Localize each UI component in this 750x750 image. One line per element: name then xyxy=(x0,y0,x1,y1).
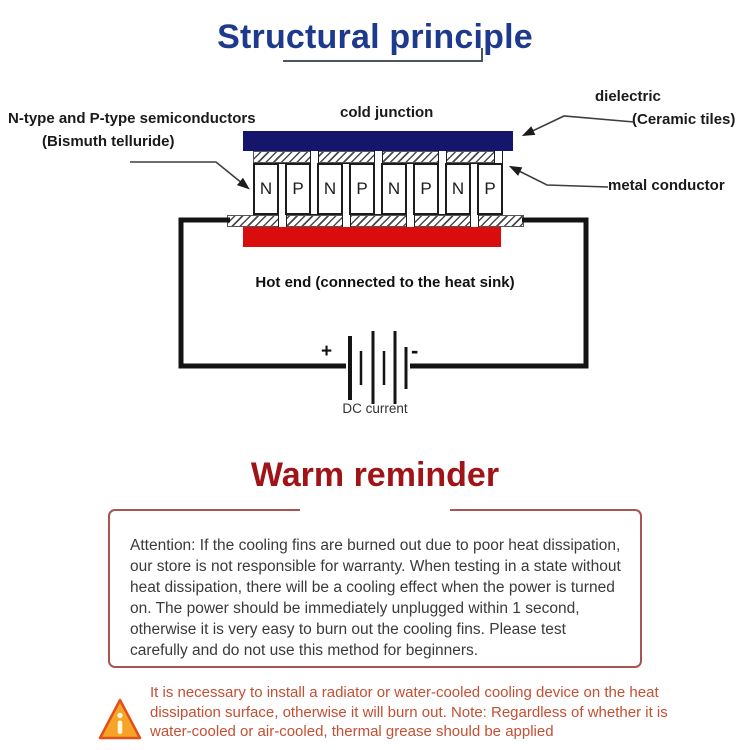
arrow-to-pellets xyxy=(130,162,248,188)
cold-junction-plate xyxy=(243,131,513,151)
title-underline xyxy=(283,48,483,62)
warning-triangle-icon xyxy=(97,696,143,744)
pellet-n: N xyxy=(445,163,471,215)
metal-conductor-strip-bottom xyxy=(227,215,524,227)
pellet-p: P xyxy=(349,163,375,215)
warm-reminder-text: Attention: If the cooling fins are burned out due to poor heat dissipation, our store is not responsible for warranty. When testing in a state without heat dissipation, there will be a cooling effect when the power is turned on. The power should be immediately unplugged within 1 second, otherwise it is very easy to burn out the cooling fins. Please test carefully and do not use this method for beginners. xyxy=(130,537,621,659)
label-cold-junction: cold junction xyxy=(340,104,434,121)
arrow-to-metal-conductor xyxy=(511,167,608,187)
label-metal-conductor: metal conductor xyxy=(608,177,725,194)
page-title: Structural principle xyxy=(217,18,533,56)
label-hot-end: Hot end (connected to the heat sink) xyxy=(255,274,515,291)
arrow-to-ceramic-tile xyxy=(524,116,634,135)
warm-reminder-heading: Warm reminder xyxy=(250,456,500,494)
pellet-p: P xyxy=(285,163,311,215)
semiconductor-pellet-row xyxy=(253,163,503,215)
pellet-n: N xyxy=(253,163,279,215)
label-ceramic-tiles: (Ceramic tiles) xyxy=(632,111,736,128)
pellet-n: N xyxy=(381,163,407,215)
battery-plus-sign: + xyxy=(321,341,333,362)
pellet-n: N xyxy=(317,163,343,215)
label-np-semiconductors: N-type and P-type semiconductors xyxy=(8,110,256,127)
label-dc-current: DC current xyxy=(342,401,408,416)
label-bismuth-telluride: (Bismuth telluride) xyxy=(42,133,175,150)
warning-note-text: It is necessary to install a radiator or water-cooled cooling device on the heat dissipation surface, otherwise it will burn out. Note: Regardless of whether it is water-cooled or air-cooled, thermal grease should be applied xyxy=(150,684,668,740)
battery-symbol xyxy=(350,331,406,404)
box-top-border-gap xyxy=(300,507,450,515)
battery-minus-sign: - xyxy=(411,338,419,363)
pellet-p: P xyxy=(477,163,503,215)
label-dielectric: dielectric xyxy=(595,88,661,105)
warm-reminder-box xyxy=(108,509,642,668)
pellet-p: P xyxy=(413,163,439,215)
hot-end-plate xyxy=(243,227,501,247)
